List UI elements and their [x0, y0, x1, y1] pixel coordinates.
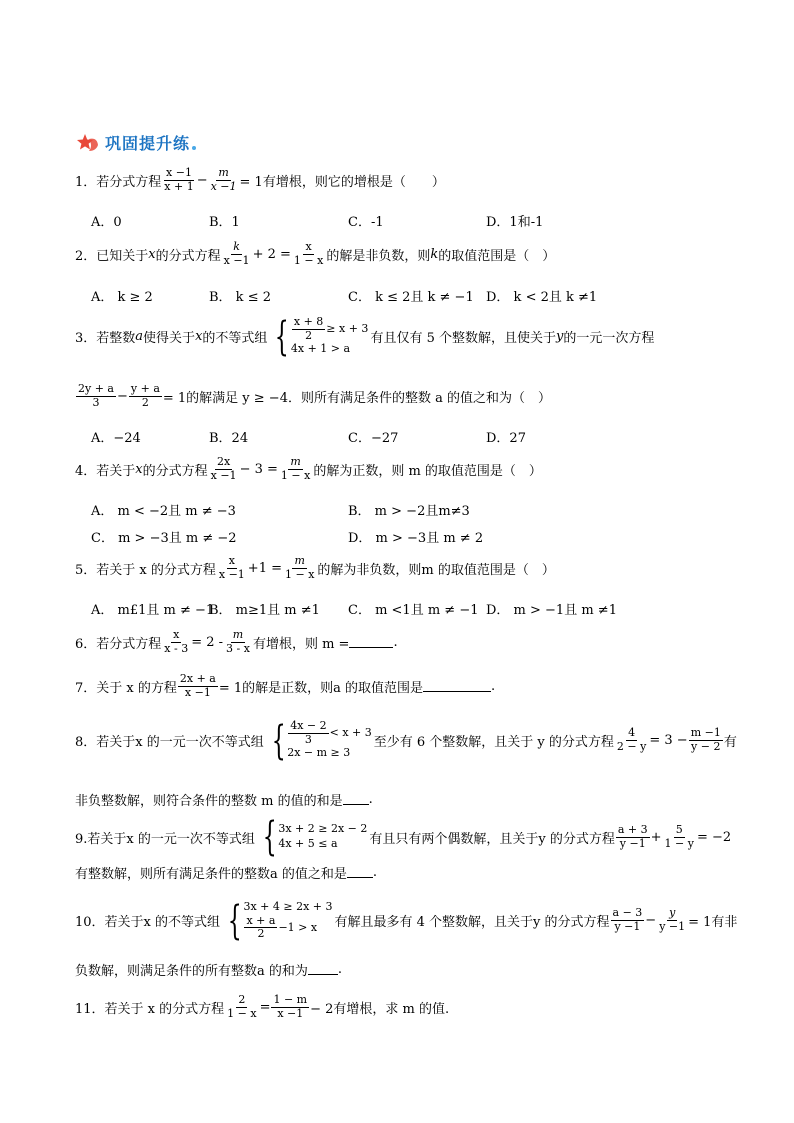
q3-var-a: a [135, 329, 144, 345]
q9-fraction-2 [663, 824, 696, 850]
q10-line2: 负数解，则满足条件的所有整数a 的和为 [75, 964, 308, 979]
q8-fraction-2 [689, 727, 723, 753]
q11-f2-den: x −1 [277, 1006, 304, 1020]
q1-suffix: = 1有增根，则它的增根是（ ） [239, 174, 445, 190]
q6-f1-num: x [173, 628, 180, 641]
q4-prefix: 4．若关于 [75, 463, 136, 479]
q10-answer-blank[interactable] [308, 964, 338, 975]
q8-sys-line-1 [287, 720, 372, 746]
q3-f2-den: 2 [141, 395, 149, 409]
question-9-line-2 [75, 863, 377, 882]
q8-sys-den: 3 [304, 732, 312, 746]
q1-option-b[interactable]: B．1 [209, 215, 240, 230]
q8-answer-blank[interactable] [343, 794, 369, 805]
question-3-line-2 [75, 383, 551, 409]
q5-option-c[interactable]: C． m <1且 m ≠ −1 [348, 603, 479, 618]
q4-f2-den: 1 − x [280, 468, 311, 482]
q6-mid: = 2 - [191, 634, 224, 650]
q8-end: . [368, 792, 373, 807]
q1-fraction-1 [162, 167, 195, 193]
q5-f2-num: m [294, 554, 305, 567]
section-header [77, 131, 196, 154]
question-6 [75, 629, 398, 655]
q10-sys-line-1: 3x + 4 ≥ 2x + 3 [243, 900, 333, 913]
question-8-line-2 [75, 790, 373, 809]
q4-option-a[interactable]: A． m < −2且 m ≠ −3 [91, 504, 236, 519]
q3-sys-rest: ≥ x + 3 [326, 321, 369, 335]
q7-end: . [491, 678, 496, 694]
q10-fraction-1 [611, 907, 645, 933]
q3-f1-den: 3 [92, 395, 100, 409]
q7-prefix: 7．关于 x 的方程 [75, 680, 177, 696]
question-2 [75, 241, 555, 267]
q4-option-d[interactable]: D． m > −3且 m ≠ 2 [348, 531, 484, 546]
q8-f2-num: m −1 [690, 726, 721, 740]
q3-option-b[interactable]: B．24 [209, 431, 249, 446]
q10-prefix: 10．若关于x 的不等式组 [75, 915, 221, 931]
q2-var-k: k [430, 246, 439, 262]
q5-f1-num: x [228, 554, 235, 567]
q9-brace: { [262, 814, 277, 860]
q9-sys-line-1: 3x + 2 ≥ 2x − 2 [278, 822, 368, 836]
q3-f2-num: y + a [130, 382, 160, 395]
q1-f1-num: x −1 [166, 166, 192, 179]
q8-f1-den: 2 − y [616, 740, 647, 754]
q4-f1-den: x −1 [210, 468, 237, 482]
q8-brace: { [271, 717, 286, 764]
q9-f2-num: 5 [675, 822, 683, 836]
q11-f1-den: 1 − x [227, 1006, 257, 1020]
q9-f2-den: 1 − y [664, 836, 694, 850]
q5-prefix: 5．若关于 x 的分式方程 [75, 562, 216, 578]
q5-option-a[interactable]: A． m£1且 m ≠ −1 [91, 603, 215, 618]
question-1 [75, 167, 445, 193]
q9-inequality-system [257, 814, 368, 860]
q3-var-x: x [195, 329, 203, 345]
q9-end: . [372, 865, 378, 880]
q10-f2-den: y −1 [659, 920, 686, 934]
q2-fraction-1 [222, 241, 252, 267]
q9-tail: = −2 [696, 829, 732, 845]
q4-minus: − 3 = [239, 461, 278, 477]
q3-mid: 使得关于 [143, 331, 196, 347]
q6-f1-den: x - 3 [164, 641, 189, 655]
q3-f1-num: 2y + a [78, 382, 114, 395]
q6-f2-den: 3 - x [226, 641, 250, 655]
q3-brace: { [275, 313, 290, 360]
question-7 [75, 673, 495, 699]
q1-minus: − [196, 172, 208, 188]
q5-suffix: 的解为非负数，则m 的取值范围是（ ） [317, 562, 555, 578]
q10-f2-num: y [669, 906, 676, 920]
q11-prefix: 11．若关于 x 的分式方程 [75, 1001, 225, 1017]
q7-suffix: = 1的解是正数，则a 的取值范围是 [218, 680, 424, 696]
q5-f1-den: x −1 [218, 567, 245, 581]
q3-fraction-1 [76, 383, 116, 409]
q8-prefix: 8．若关于x 的一元一次不等式组 [75, 735, 264, 751]
q9-mid: 有且只有两个偶数解，且关于y 的分式方程 [369, 831, 615, 847]
q2-f2-den: 1 − x [293, 253, 324, 267]
q3-line2-rest: = 1的解满足 y ≥ −4．则所有满足条件的整数 a 的值之和为（ ） [162, 390, 551, 406]
q6-fraction-1 [162, 629, 190, 655]
q4-fraction-1 [209, 456, 239, 482]
q9-f1-den: y −1 [619, 836, 646, 850]
q4-fraction-2 [279, 456, 312, 482]
q6-fraction-2 [224, 629, 252, 655]
q6-prefix: 6．若分式方程 [75, 636, 162, 652]
star-badge-icon [77, 133, 99, 153]
q8-mid: 至少有 6 个整数解，且关于 y 的分式方程 [373, 735, 614, 751]
q11-suffix: − 2有增根，求 m 的值. [310, 1001, 450, 1017]
q8-eq: = 3 − [649, 733, 688, 749]
q2-option-a[interactable]: A． k ≥ 2 [91, 290, 153, 305]
q11-fraction-2 [271, 994, 309, 1020]
q6-answer-blank[interactable] [349, 637, 393, 648]
q3-option-a[interactable]: A．−24 [91, 431, 141, 446]
q8-f2-den: y − 2 [691, 740, 721, 754]
q3-mid2: 的不等式组 [202, 331, 268, 347]
question-11 [75, 994, 449, 1020]
q3-fraction-2 [129, 383, 162, 409]
q3-option-d[interactable]: D．27 [486, 431, 526, 446]
q10-f1-den: y −1 [614, 920, 641, 934]
q10-brace: { [227, 897, 242, 944]
q1-prefix: 1．若分式方程 [75, 174, 162, 190]
q1-fraction-2 [209, 167, 239, 193]
q4-mid: 的分式方程 [142, 463, 208, 479]
q3-suffix: 有且仅有 5 个整数解，且使关于 [370, 331, 556, 347]
q5-option-b[interactable]: B． m≥1且 m ≠1 [209, 603, 320, 618]
q8-inequality-system [266, 717, 372, 764]
q9-line2: 有整数解，则所有满足条件的整数a 的值之和是 [75, 867, 347, 882]
q3-sys-line-2: 4x + 1 > a [290, 342, 351, 356]
q2-plus: + 2 = [252, 246, 291, 262]
q9-prefix: 9.若关于x 的一元一次不等式组 [75, 831, 255, 847]
q6-suffix: 有增根，则 m = [252, 636, 350, 652]
q5-plus: +1 = [247, 560, 282, 576]
q5-f2-den: 1 − x [285, 567, 315, 581]
q2-option-b[interactable]: B． k ≤ 2 [209, 290, 271, 305]
q10-tail: = 1有非 [688, 915, 738, 931]
q2-suffix-b: 的取值范围是（ ） [438, 248, 556, 264]
q1-option-c[interactable]: C．-1 [348, 215, 384, 230]
q3-var-y: y [555, 329, 564, 345]
question-10-line-2 [75, 960, 342, 979]
q4-var-x: x [135, 461, 143, 477]
question-3 [75, 313, 655, 360]
q9-plus: + [650, 829, 662, 845]
q6-f2-num: m [232, 628, 244, 641]
q10-inequality-system [222, 897, 333, 944]
q2-f1-num: k [233, 240, 240, 253]
question-4 [75, 456, 542, 482]
q2-option-c[interactable]: C． k ≤ 2且 k ≠ −1 [348, 290, 474, 305]
q7-fraction-1 [178, 673, 218, 699]
q8-line2: 非负整数解，则符合条件的整数 m 的值的和是 [75, 794, 343, 809]
question-9 [75, 814, 732, 860]
q5-fraction-1 [217, 555, 247, 581]
q10-fraction-2 [657, 907, 687, 933]
q9-fraction-1 [616, 824, 650, 850]
q2-option-d[interactable]: D． k < 2且 k ≠1 [486, 290, 598, 305]
q8-sys-num: 4x − 2 [290, 719, 327, 732]
q9-sys-line-2: 4x + 5 ≤ a [278, 837, 338, 850]
q10-f1-num: a − 3 [612, 906, 643, 920]
q10-sys-line-2 [243, 915, 332, 941]
q8-tail: 有 [723, 735, 737, 751]
q11-eq: = [259, 999, 271, 1015]
q10-end: . [337, 962, 343, 977]
q11-f1-num: 2 [238, 993, 246, 1006]
q7-f1-den: x −1 [184, 685, 211, 699]
q10-sys-rest: −1 > x [278, 920, 318, 934]
q10-mid: 有解且最多有 4 个整数解，且关于y 的分式方程 [334, 915, 610, 931]
q9-answer-blank[interactable] [347, 867, 373, 878]
question-10 [75, 897, 738, 944]
q9-f1-num: a + 3 [617, 822, 648, 836]
q5-fraction-2 [283, 555, 316, 581]
section-title: 巩固提升练 [105, 134, 191, 153]
q4-f1-num: 2x [217, 455, 231, 468]
title-dot [192, 146, 196, 150]
q8-fraction-1 [615, 727, 648, 753]
q11-f2-num: 1 − m [273, 993, 308, 1006]
q2-var-x: x [148, 246, 156, 262]
q4-f2-num: m [290, 455, 301, 468]
q1-f2-den: x −1 [210, 179, 237, 193]
q3-prefix: 3．若整数 [75, 331, 136, 347]
q4-option-b[interactable]: B． m > −2且m≠3 [348, 504, 470, 519]
q3-sys-den: 2 [305, 328, 313, 342]
q3-sys-line-1 [291, 316, 369, 342]
q7-f1-num: 2x + a [179, 672, 216, 685]
q3-suffix2: 的一元一次方程 [563, 331, 655, 347]
q6-end: . [393, 634, 398, 650]
q1-f2-num: m [218, 166, 229, 179]
q7-answer-blank[interactable] [423, 681, 491, 692]
question-5 [75, 555, 555, 581]
question-8 [75, 717, 737, 764]
q2-mid: 的分式方程 [155, 248, 221, 264]
q10-minus: − [645, 913, 657, 929]
q8-sys-rest: < x + 3 [329, 725, 372, 739]
q1-f1-den: x + 1 [164, 179, 194, 193]
q2-fraction-2 [292, 241, 325, 267]
q10-sys-den: 2 [257, 927, 265, 941]
q3-minus: − [116, 388, 128, 404]
q4-suffix: 的解为正数，则 m 的取值范围是（ ） [313, 463, 542, 479]
q3-sys-num: x + 8 [293, 315, 324, 328]
q5-option-d[interactable]: D． m > −1且 m ≠1 [486, 603, 617, 618]
q8-sys-line-2: 2x − m ≥ 3 [287, 746, 351, 760]
q4-option-c[interactable]: C． m > −3且 m ≠ −2 [91, 531, 237, 546]
q2-suffix-a: 的解是非负数，则 [326, 248, 431, 264]
q8-f1-num: 4 [628, 726, 636, 740]
q1-option-a[interactable]: A．0 [91, 215, 122, 230]
q11-fraction-1 [225, 994, 258, 1020]
q1-option-d[interactable]: D．1和-1 [486, 215, 544, 230]
q2-f2-num: x [305, 240, 312, 253]
q10-sys-num: x + a [246, 913, 276, 927]
q3-option-c[interactable]: C．−27 [348, 431, 399, 446]
q3-inequality-system [269, 313, 369, 360]
q2-prefix: 2．已知关于 [75, 248, 149, 264]
q2-f1-den: x −1 [223, 253, 250, 267]
